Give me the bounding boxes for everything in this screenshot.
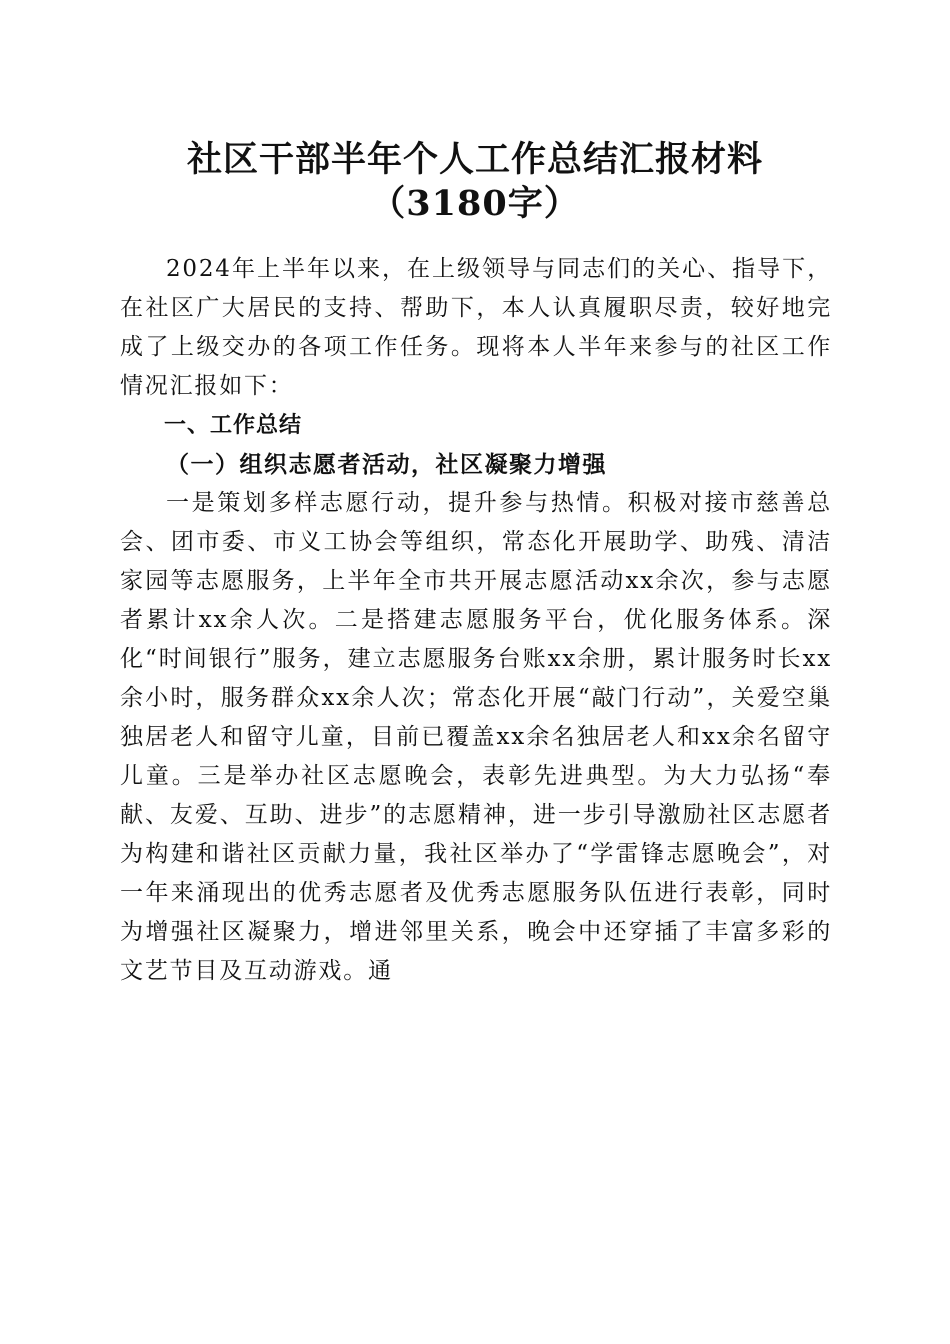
intro-paragraph: 2024年上半年以来，在上级领导与同志们的关心、指导下，在社区广大居民的支持、帮助下，本人认真履职尽责，较好地完成了上级交办的各项工作任务。现将本人半年来参与的社区工作情况汇报如下：	[120, 256, 832, 399]
subsection-heading: （一）组织志愿者活动，社区凝聚力增强	[166, 451, 607, 478]
section-heading: 一、工作总结	[164, 413, 303, 438]
subsection-body-paragraph: 一是策划多样志愿行动，提升参与热情。积极对接市慈善总会、团市委、市义工协会等组织，常态化开展助学、助残、清洁家园等志愿服务，上半年全市共开展志愿活动xx余次，参与志愿者累计xx余人次。二是搭建志愿服务平台，优化服务体系。深化“时间银行”服务，建立志愿服务台账xx余册，累计服务时长xx余小时，服务群众xx余人次；常态化开展“敲门行动”，关爱空巢独居老人和留守儿童，目前已覆盖xx余名独居老人和xx余名留守儿童。三是举办社区志愿晚会，表彰先进典型。为大力弘扬“奉献、友爱、互助、进步”的志愿精神，进一步引导激励社区志愿者为构建和谐社区贡献力量，我社区举办了“学雷锋志愿晚会”，对一年来涌现出的优秀志愿者及优秀志愿服务队伍进行表彰，同时为增强社区凝聚力，增进邻里关系，晚会中还穿插了丰富多彩的文艺节目及互动游戏。通	[120, 490, 832, 984]
document-title: 社区干部半年个人工作总结汇报材料（3180字）	[186, 139, 763, 224]
document-body	[120, 250, 832, 991]
